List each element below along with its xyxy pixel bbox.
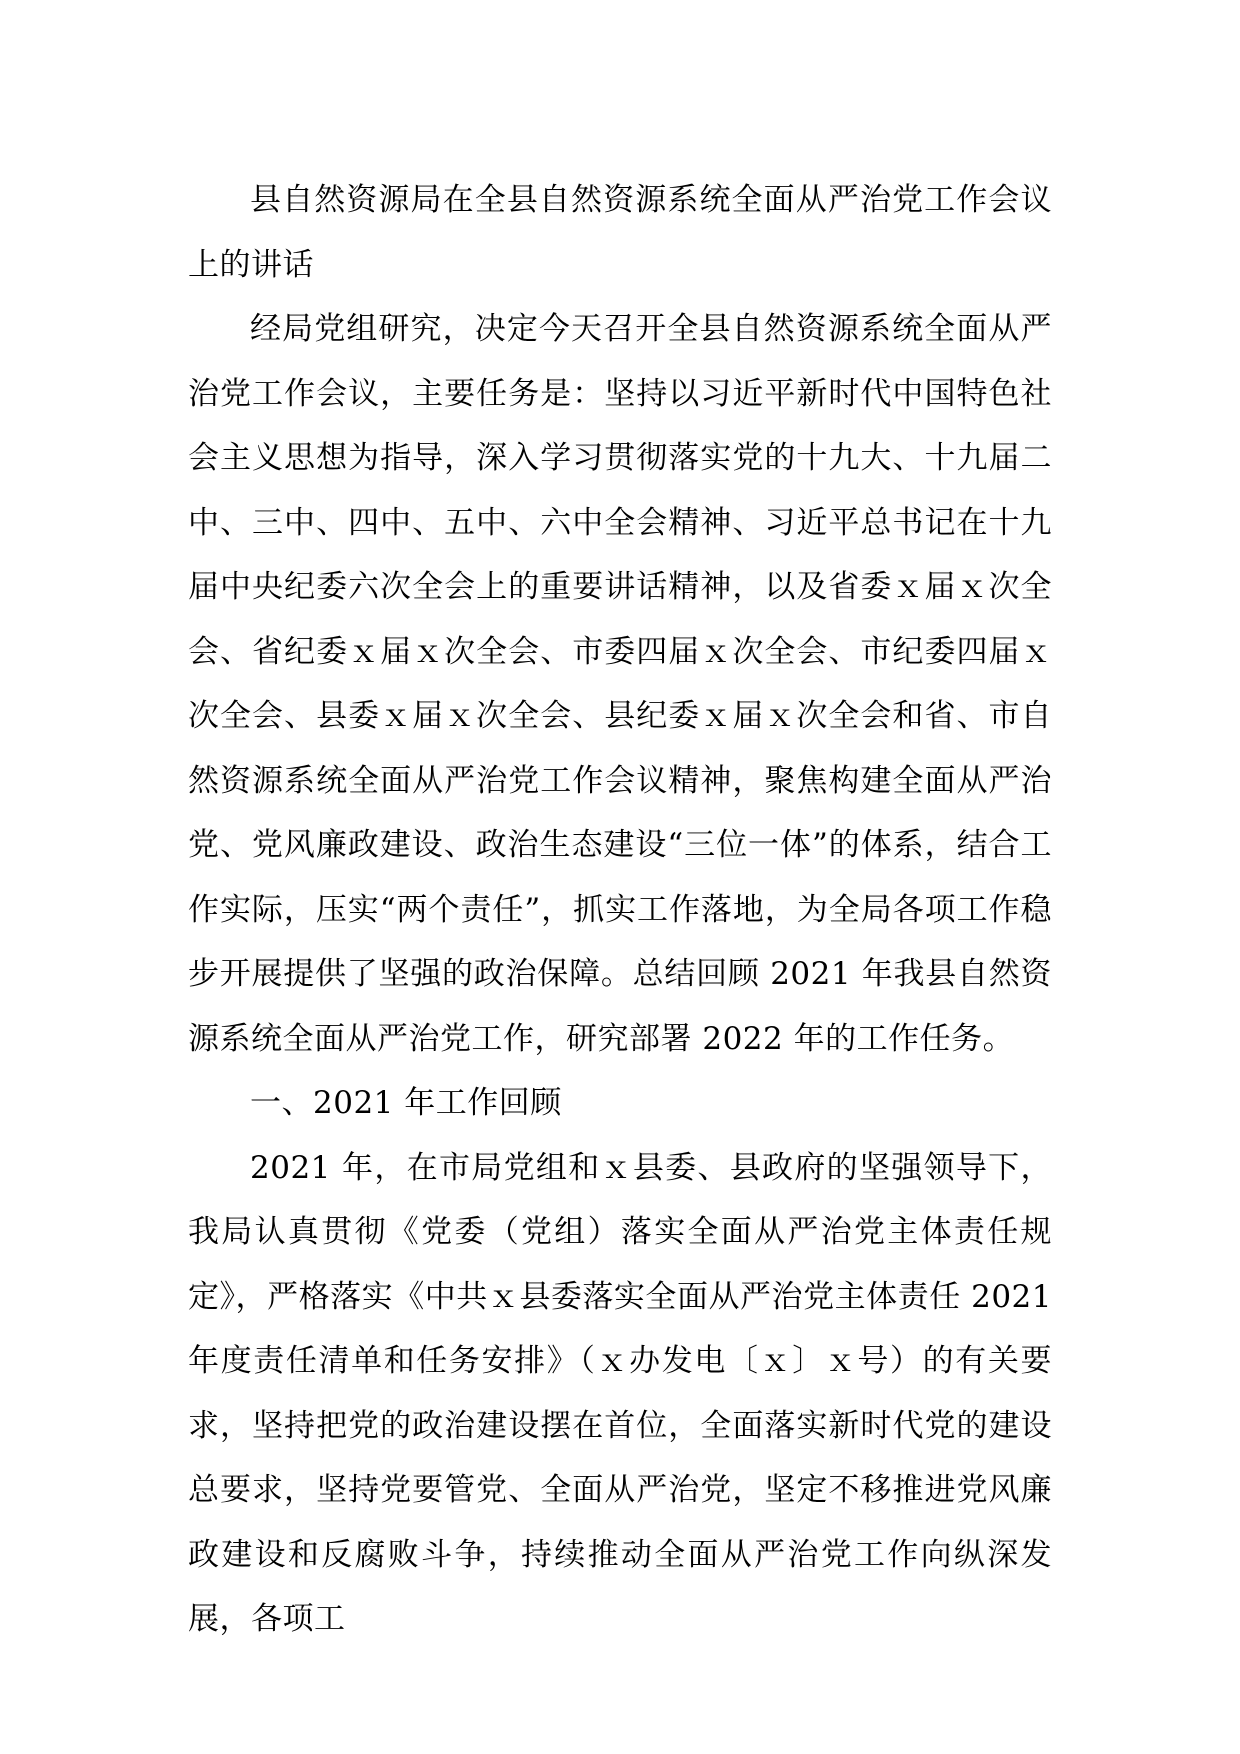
- section-heading: 一、2021 年工作回顾: [250, 1085, 562, 1121]
- paragraph-review: 2021 年，在市局党组和ｘ县委、县政府的坚强领导下，我局认真贯彻《党委（党组）落实全面从严治党主体责任规定》，严格落实《中共ｘ县委落实全面从严治党主体责任 2021 年度责任清单和任务安排》（ｘ办发电〔ｘ〕ｘ号）的有关要求，坚持把党的政治建设摆在首位，全面落实新时代党的建设总要求，坚持党要管党、全面从严治党，坚定不移推进党风廉政建设和反腐败斗争，持续推动全面从严治党工作向纵深发展，各项工: [188, 1149, 1052, 1637]
- document-title: 县自然资源局在全县自然资源系统全面从严治党工作会议上的讲话: [188, 182, 1052, 283]
- paragraph-intro: 经局党组研究，决定今天召开全县自然资源系统全面从严治党工作会议，主要任务是：坚持以习近平新时代中国特色社会主义思想为指导，深入学习贯彻落实党的十九大、十九届二中、三中、四中、五中、六中全会精神、习近平总书记在十九届中央纪委六次全会上的重要讲话精神，以及省委ｘ届ｘ次全会、省纪委ｘ届ｘ次全会、市委四届ｘ次全会、市纪委四届ｘ次全会、县委ｘ届ｘ次全会、县纪委ｘ届ｘ次全会和省、市自然资源系统全面从严治党工作会议精神，聚焦构建全面从严治党、党风廉政建设、政治生态建设“三位一体”的体系，结合工作实际，压实“两个责任”，抓实工作落地，为全局各项工作稳步开展提供了坚强的政治保障。总结回顾 2021 年我县自然资源系统全面从严治党工作，研究部署 2022 年的工作任务。: [188, 311, 1052, 1057]
